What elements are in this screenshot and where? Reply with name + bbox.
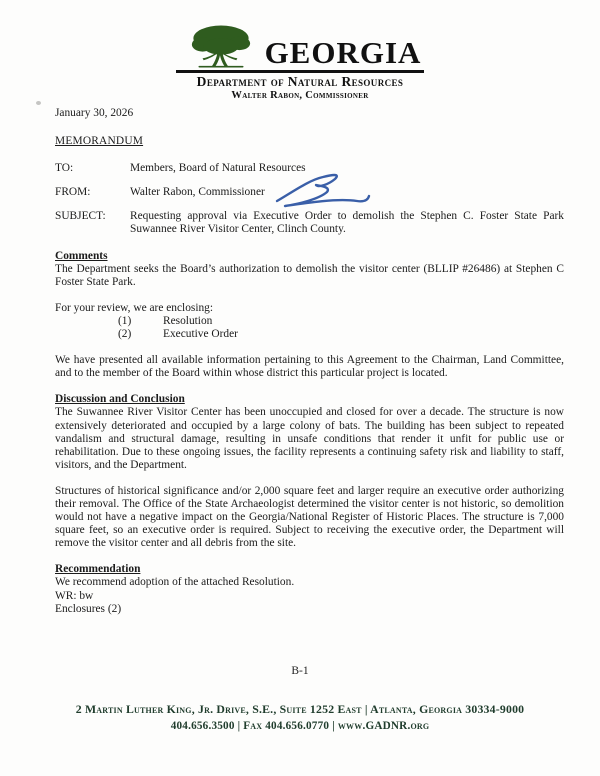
footer-contact: 404.656.3500 | Fax 404.656.0770 | www.GADNR.org (170, 720, 430, 733)
page-footer (0, 701, 600, 734)
comments-paragraph: The Department seeks the Board’s authorization to demolish the visitor center (BLLIP #26486) at Stephen C Foster State Park. (55, 262, 564, 288)
recommendation-heading: Recommendation (55, 563, 141, 576)
enclosure-item (118, 315, 564, 328)
memo-date: January 30, 2026 (55, 107, 134, 119)
commissioner-name: Walter Rabon, Commissioner (231, 89, 369, 101)
brand-wordmark: GEORGIA (264, 35, 422, 70)
discussion-paragraph-1: The Suwannee River Visitor Center has been unoccupied and closed for over a decade. The structure is now extensively deteriorated and occupied by a large colony of bats. The building has been subject to repeated vandalism and structural damage, resulting in unsafe conditions that render it unfit for public use or rehabilitation. Due to these ongoing issues, the facility represents a continuing safety risk and liability to staff, visitors, and the Department. (55, 406, 564, 471)
comments-heading: Comments (55, 249, 108, 262)
discussion-heading: Discussion and Conclusion (55, 393, 185, 406)
presented-paragraph: We have presented all available information pertaining to this Agreement to the Chairman, Land Committee, and to the member of the Board within whose district this particular project is located. (55, 354, 564, 380)
memo-fields (55, 162, 564, 236)
subject-value: Requesting approval via Executive Order to demolish the Stephen C. Foster State Park Suwannee River Visitor Center, Clinch County. (130, 210, 564, 236)
to-value: Members, Board of Natural Resources (130, 162, 306, 175)
scan-artifact-speck (36, 101, 41, 105)
field-to (55, 162, 564, 175)
enclosing-intro: For your review, we are enclosing: (55, 301, 214, 314)
letterhead-rule (176, 70, 424, 73)
enclosure-number: (1) (118, 314, 132, 327)
page-number: B-1 (291, 665, 309, 677)
initials-line: WR: bw (55, 589, 94, 602)
footer-address: 2 Martin Luther King, Jr. Drive, S.E., Suite 1252 East | Atlanta, Georgia 30334-9000 (75, 702, 525, 716)
to-label: TO: (55, 162, 74, 175)
field-subject (55, 210, 564, 236)
discussion-paragraph-2: Structures of historical significance and/or 2,000 square feet and larger require an executive order authorizing their removal. The Office of the State Archaeologist determined the visitor center is not historic, so demolition would not have a negative impact on the Georgia/National Register of Historic Places. The structure is 7,000 square feet, so an executive order is required. Subject to receiving the executive order, the Department will remove the visitor center and all debris from the site. (55, 484, 564, 550)
enclosure-item (118, 328, 564, 341)
letterhead (176, 24, 424, 102)
field-from (55, 186, 564, 199)
enclosure-label: Executive Order (163, 328, 238, 341)
memo-body (55, 107, 564, 616)
enclosure-label: Resolution (163, 314, 213, 327)
department-name: Department of Natural Resources (196, 74, 404, 89)
subject-label: SUBJECT: (55, 210, 106, 223)
logo-row (176, 24, 424, 68)
from-label: FROM: (55, 186, 91, 199)
enclosure-number: (2) (118, 328, 132, 341)
recommendation-paragraph: We recommend adoption of the attached Resolution. (55, 576, 295, 589)
memo-title: MEMORANDUM (55, 135, 144, 148)
enclosures-count-line: Enclosures (2) (55, 602, 122, 615)
from-value: Walter Rabon, Commissioner (130, 186, 265, 199)
georgia-oak-tree-logo-icon (179, 24, 263, 70)
